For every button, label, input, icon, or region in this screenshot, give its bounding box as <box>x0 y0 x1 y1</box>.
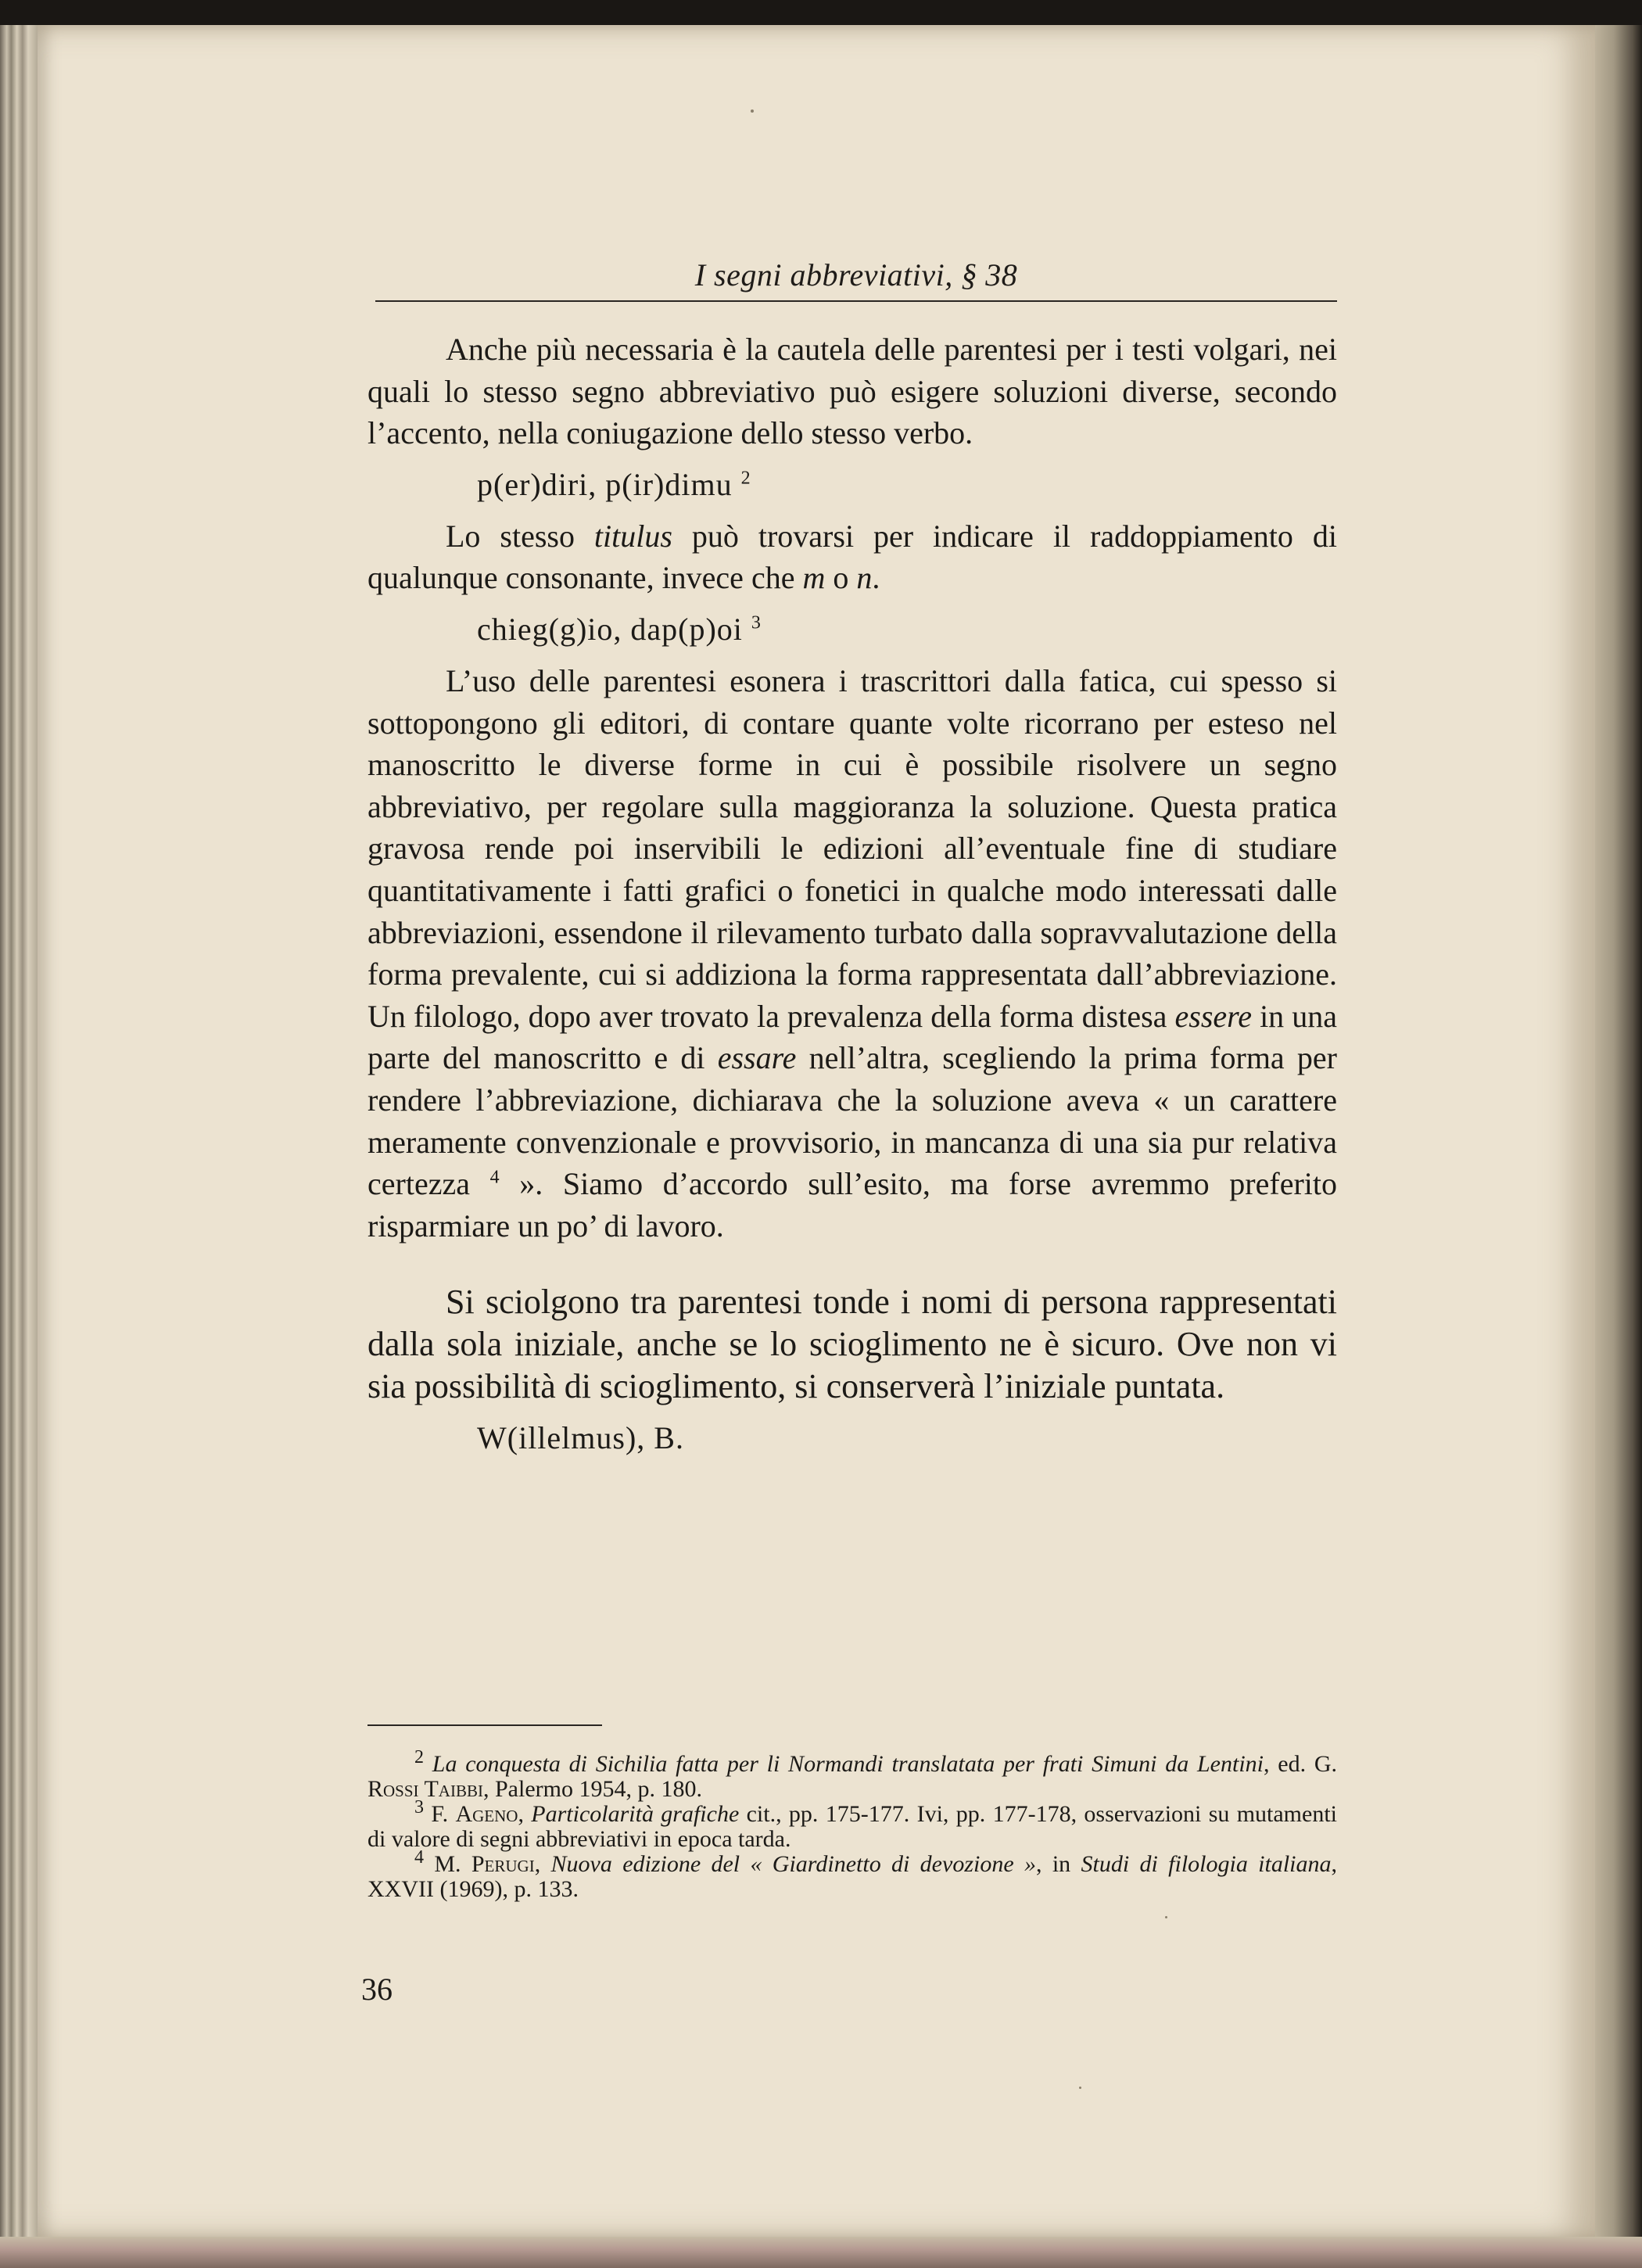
footnote-4-author: Perugi <box>471 1851 535 1877</box>
footnote-4-text-d: , XXVII (1969), p. 133. <box>367 1851 1337 1902</box>
footnote-3-text-a: F. <box>424 1801 456 1827</box>
paragraph-3-text-d: ». Siamo d’accordo sull’esito, ma forse avremmo preferito risparmiare un po’ di lavoro. <box>367 1166 1338 1243</box>
example-2 <box>367 608 1337 651</box>
paragraph-3-text-a: L’uso delle parentesi esonera i trascrittori dalla fatica, cui spesso si sottopongono gli editori, di contare quante volte ricorrano per esteso nel manoscritto le diverse forme in cui è possibile risolvere un segno abbreviativo, per regolare sulla maggioranza la soluzione. Questa pratica gravosa rende poi inservibili le edizioni all’eventuale fine di studiare quantitativamente i fatti grafici o fonetici in qualche modo interessati dalle abbreviazioni, essendone il rilevamento turbato dalla sopravvalutazione della forma prevalente, cui si addiziona la forma rappresentata dall’abbreviazione. Un filologo, dopo aver trovato la prevalenza della forma distesa <box>367 662 1337 1034</box>
footnote-4-text-a: M. <box>424 1851 471 1877</box>
paragraph-3-text-b: in una parte del manoscritto e di <box>367 998 1337 1076</box>
running-header <box>375 250 1337 302</box>
footnote-divider <box>367 1724 602 1726</box>
book-gutter-shadow <box>1595 25 1642 2238</box>
paragraph-3 <box>367 660 1337 1247</box>
footnote-2-text-a: , ed. G. <box>1264 1751 1337 1777</box>
paragraph-2-text-a: Lo stesso <box>446 518 594 554</box>
example-2-text: chieg(g)io, dap(p)oi <box>477 611 743 647</box>
main-text <box>367 328 1337 1469</box>
paragraph-1: Anche più necessaria è la cautela delle parentesi per i testi volgari, nei quali lo stesso segno abbreviativo può esigere soluzioni diverse, secondo l’accento, nella coniugazione dello stesso verbo. <box>367 332 1337 451</box>
footnote-4-text-b: , <box>534 1851 551 1877</box>
footnote-4-title: Nuova edizione del « Giardinetto di devozione » <box>550 1851 1036 1877</box>
footnote-4 <box>367 1847 1337 1902</box>
footnote-3-text-c: cit., pp. 175-177. Ivi, pp. 177-178, osservazioni su mutamenti di valore di segni abbreviativi in epoca tarda. <box>367 1801 1338 1852</box>
footnote-2-title: La conquesta di Sichilia fatta per li Normandi translatata per frati Simuni da Lentini <box>432 1751 1264 1777</box>
paragraph-4-block <box>367 1281 1337 1408</box>
running-title: I segni abbreviativi, § 38 <box>694 257 1018 292</box>
paragraph-2-end: . <box>872 560 880 596</box>
paper-speck <box>751 109 754 113</box>
footnote-ref-4: 4 <box>489 1167 500 1188</box>
letter-m: m <box>802 560 826 596</box>
paper-speck <box>1165 1916 1167 1918</box>
footnote-ref-2: 2 <box>740 468 751 489</box>
example-3-text: W(illelmus), B. <box>477 1420 684 1456</box>
footnote-2-author: Rossi Taibbi <box>367 1776 483 1802</box>
page-number: 36 <box>361 1972 393 2007</box>
word-essere: essere <box>1174 998 1252 1034</box>
paper-speck <box>1079 2087 1081 2089</box>
footnote-2-text-b: , Palermo 1954, p. 180. <box>482 1776 702 1802</box>
footnote-3-text-b: , <box>518 1801 532 1827</box>
footnote-4-journal: Studi di filologia italiana <box>1081 1851 1332 1877</box>
example-3 <box>367 1417 1337 1459</box>
footnote-3-author: Ageno <box>455 1801 518 1827</box>
footnote-ref-3: 3 <box>751 612 762 633</box>
letter-n: n <box>856 560 873 596</box>
example-1 <box>367 464 1337 506</box>
paragraph-2-text-o: o <box>825 560 857 596</box>
example-1-text: p(er)diri, p(ir)dimu <box>477 466 733 502</box>
footnote-3-title: Particolarità grafiche <box>531 1801 740 1827</box>
term-titulus: titulus <box>593 518 672 554</box>
paragraph-2 <box>367 515 1337 599</box>
word-essare: essare <box>717 1040 797 1076</box>
footnote-3 <box>367 1797 1338 1852</box>
book-bottom-edge <box>0 2237 1642 2268</box>
paragraph-3-text-c: nell’altra, scegliendo la prima forma per rendere l’abbreviazione, dichiarava che la soluzione aveva « un carattere meramente convenzionale e provvisorio, in mancanza di una sia pur relativa certezza <box>367 1040 1337 1202</box>
footnote-2-number: 2 <box>414 1747 424 1767</box>
footnote-3-number: 3 <box>414 1797 424 1818</box>
footnote-4-number: 4 <box>414 1847 424 1868</box>
footnotes <box>367 1747 1338 1902</box>
book-page-stack-edge <box>0 25 38 2238</box>
paragraph-2-text-b: può trovarsi per indicare il raddoppiamento di qualunque consonante, invece che <box>367 518 1337 596</box>
paragraph-4: Si sciolgono tra parentesi tonde i nomi di persona rappresentati dalla sola iniziale, anche se lo scioglimento ne è sicuro. Ove non vi sia possibilità di scioglimento, si conserverà l’iniziale puntata. <box>367 1283 1337 1406</box>
footnote-4-text-c: , in <box>1035 1851 1081 1877</box>
footnote-2 <box>367 1747 1337 1802</box>
